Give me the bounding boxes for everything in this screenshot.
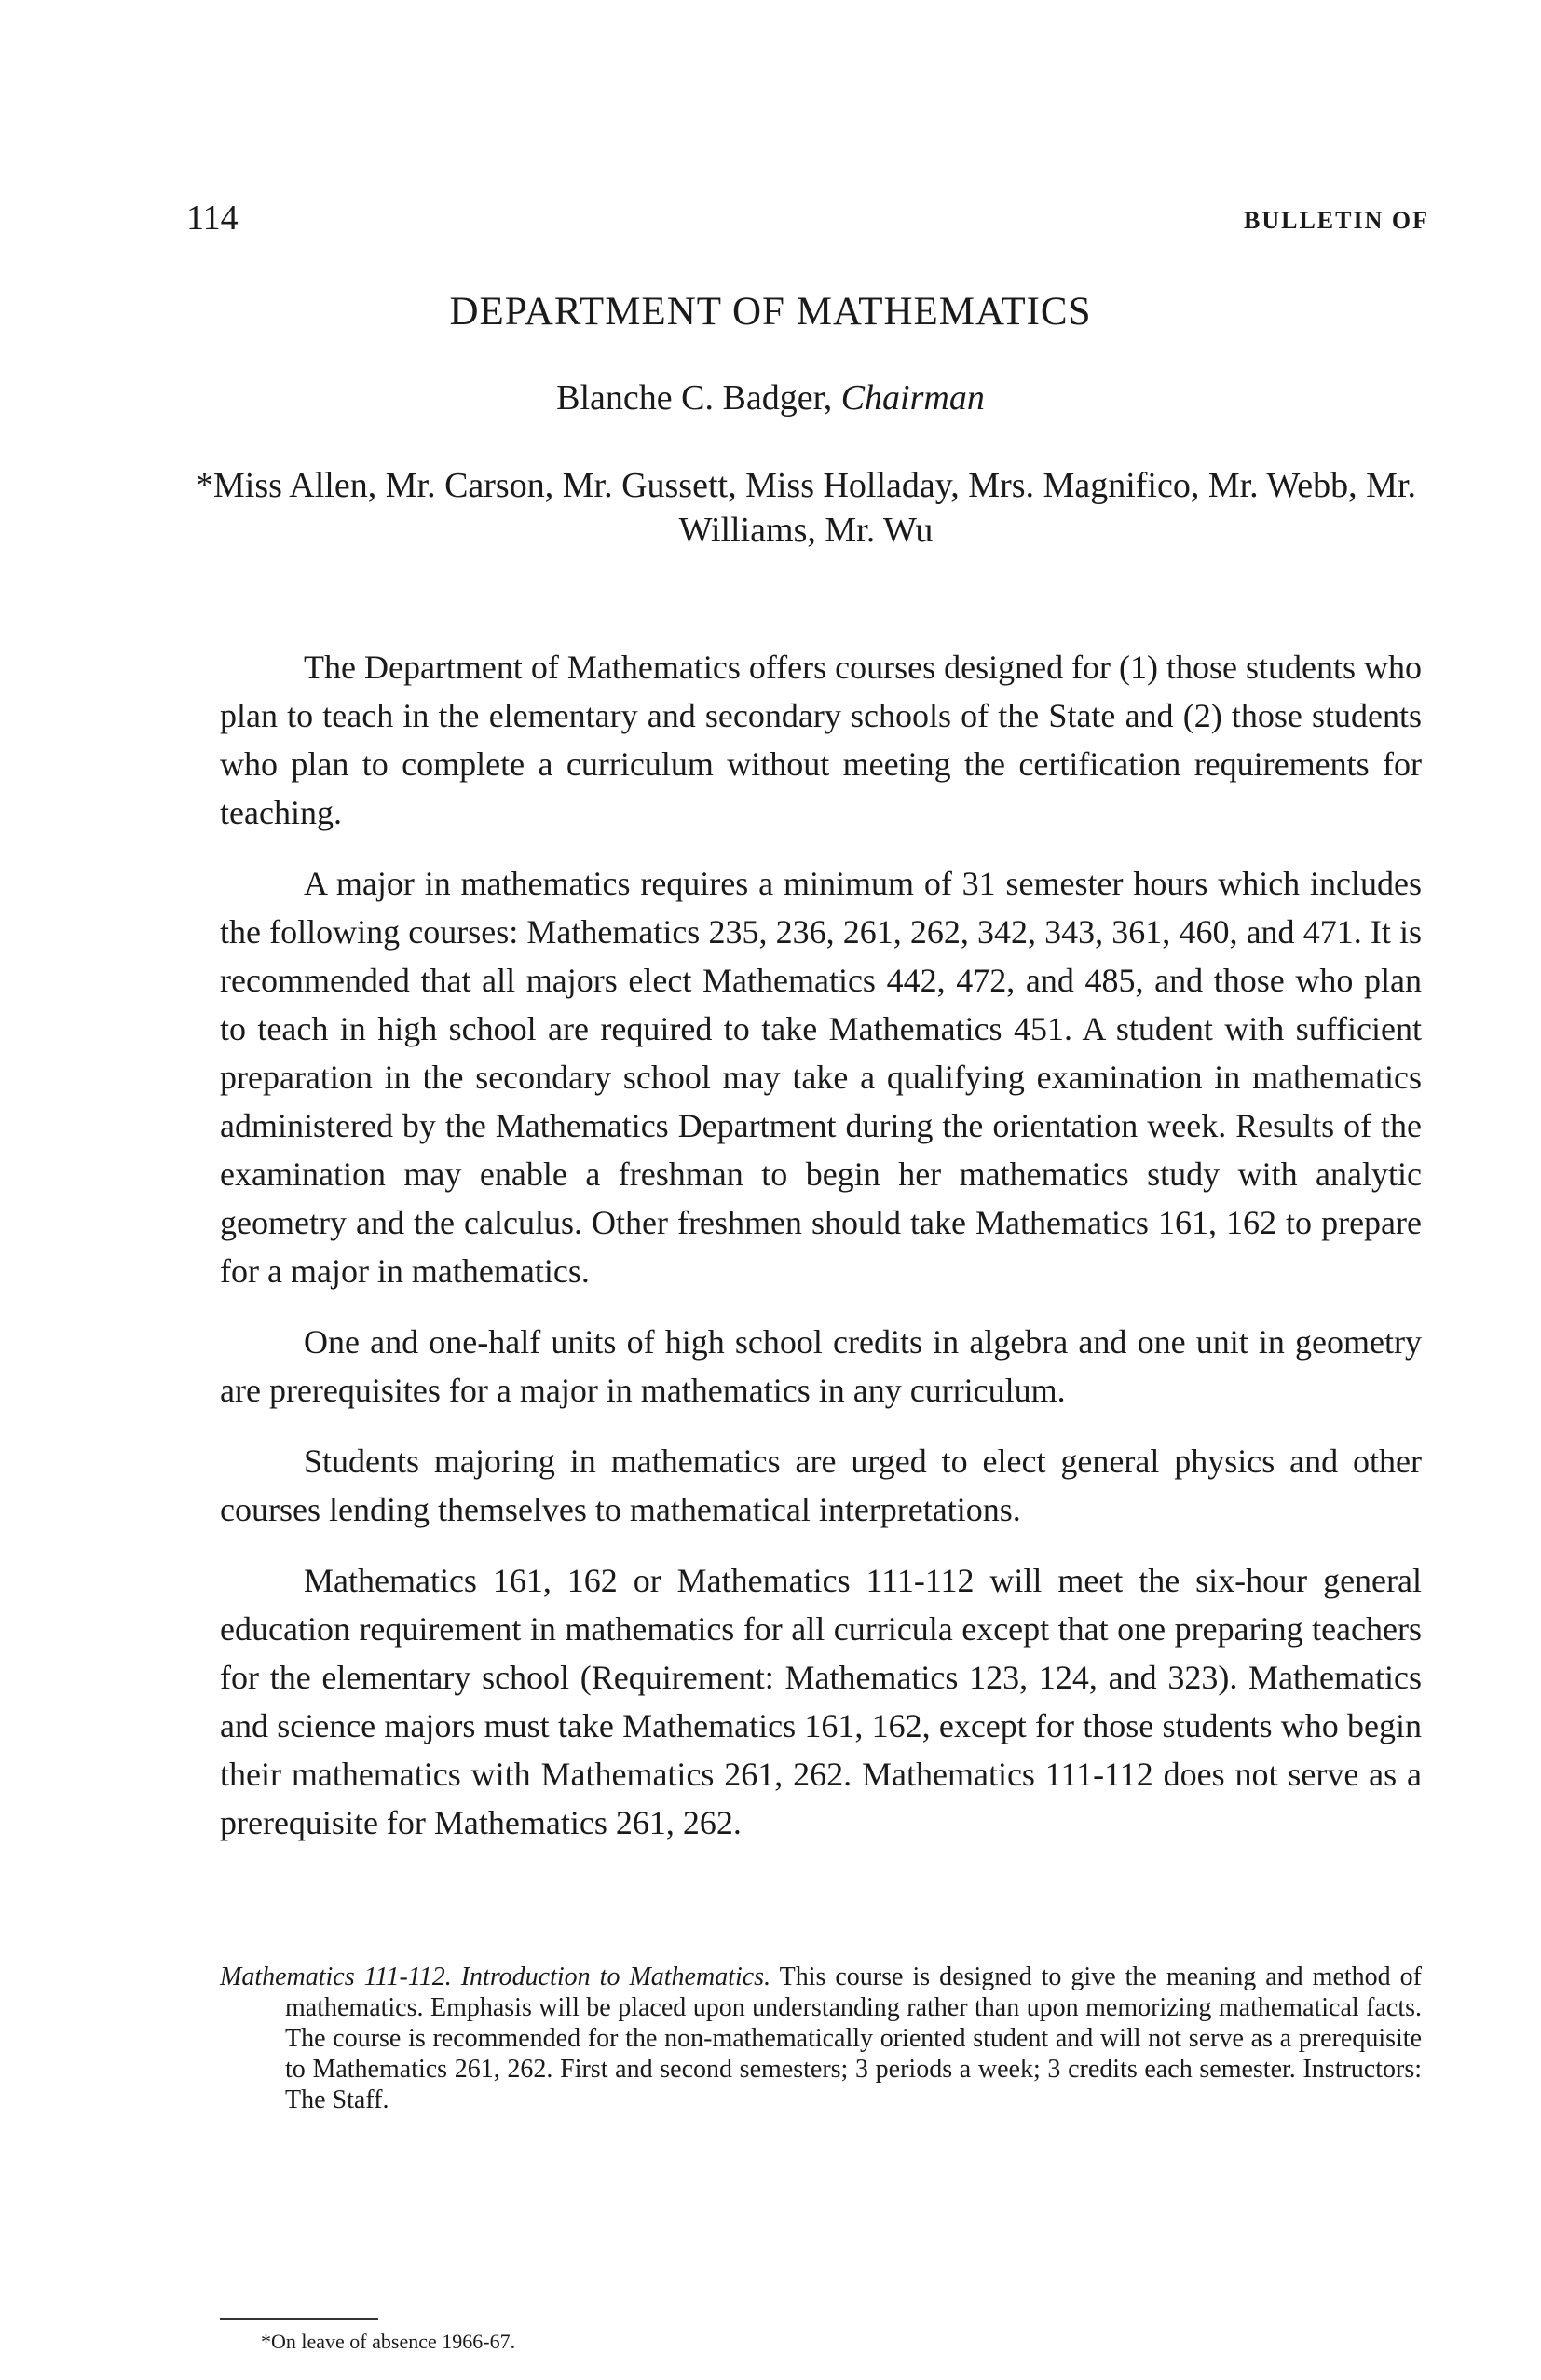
paragraph-prerequisites: One and one-half units of high school credits in algebra and one unit in geometry are prerequisites for a major in mathematics in any curriculum.: [220, 1323, 1422, 1409]
course-entry: [220, 1962, 1422, 2115]
paragraph-general-education: Mathematics 161, 162 or Mathematics 111-112 will meet the six-hour general education requirement in mathematics for all curricula except that one preparing teachers for the elementary school (Requirement: Mathematics 123, 124, and 323). Mathematics and science majors must take Mathematics 161, 162, except for those students who begin their mathematics with Mathematics 261, 262. Mathematics 111-112 does not serve as a prerequisite for Mathematics 261, 262.: [220, 1562, 1422, 1841]
footnote-rule: [220, 2318, 378, 2320]
body-text: [220, 643, 1422, 1869]
running-head: BULLETIN OF: [1244, 207, 1429, 234]
course-description: [220, 1962, 1422, 2115]
footnote: *On leave of absence 1966-67.: [261, 2330, 516, 2353]
chairman-name: Blanche C. Badger,: [556, 378, 833, 417]
paragraph-physics: Students majoring in mathematics are urged to elect general physics and other courses lending themselves to mathematical interpretations.: [220, 1443, 1422, 1528]
paragraph-major: A major in mathematics requires a minimum of 31 semester hours which includes the following courses: Mathematics 235, 236, 261, 262, 342, 343, 361, 460, and 471. It is recommended that all majors elect Mathematics 442, 472, and 485, and those who plan to teach in high school are required to take Mathematics 451. A student with sufficient preparation in the secondary school may take a qualifying examination in mathematics administered by the Mathematics Department during the orientation week. Results of the examination may enable a freshman to begin her mathematics study with analytic geometry and the calculus. Other freshmen should take Mathematics 161, 162 to prepare for a major in mathematics.: [220, 865, 1422, 1290]
course-name: Mathematics 111-112. Introduction to Mathematics.: [220, 1963, 771, 1991]
paragraph-intro: The Department of Mathematics offers courses designed for (1) those students who plan to teach in the elementary and secondary schools of the State and (2) those students who plan to complete a curriculum without meeting the certification requirements for teaching.: [220, 649, 1423, 831]
faculty-list: *Miss Allen, Mr. Carson, Mr. Gussett, Miss Holladay, Mrs. Magnifico, Mr. Webb, Mr. Williams, Mr. Wu: [195, 466, 1417, 550]
page-number: 114: [186, 198, 239, 238]
chairman-line: [0, 377, 1541, 418]
department-title: DEPARTMENT OF MATHEMATICS: [449, 290, 1092, 334]
chairman-role: Chairman: [840, 378, 985, 417]
course-text: This course is designed to give the meaning and method of mathematics. Emphasis will be placed upon understanding rather than upon memorizing mathematical facts. The course is recommended for the non-mathematically oriented student and will not serve as a prerequisite to Mathematics 261, 262. First and second semesters; 3 periods a week; 3 credits each semester. Instructors: The Staff.: [285, 1963, 1422, 2114]
